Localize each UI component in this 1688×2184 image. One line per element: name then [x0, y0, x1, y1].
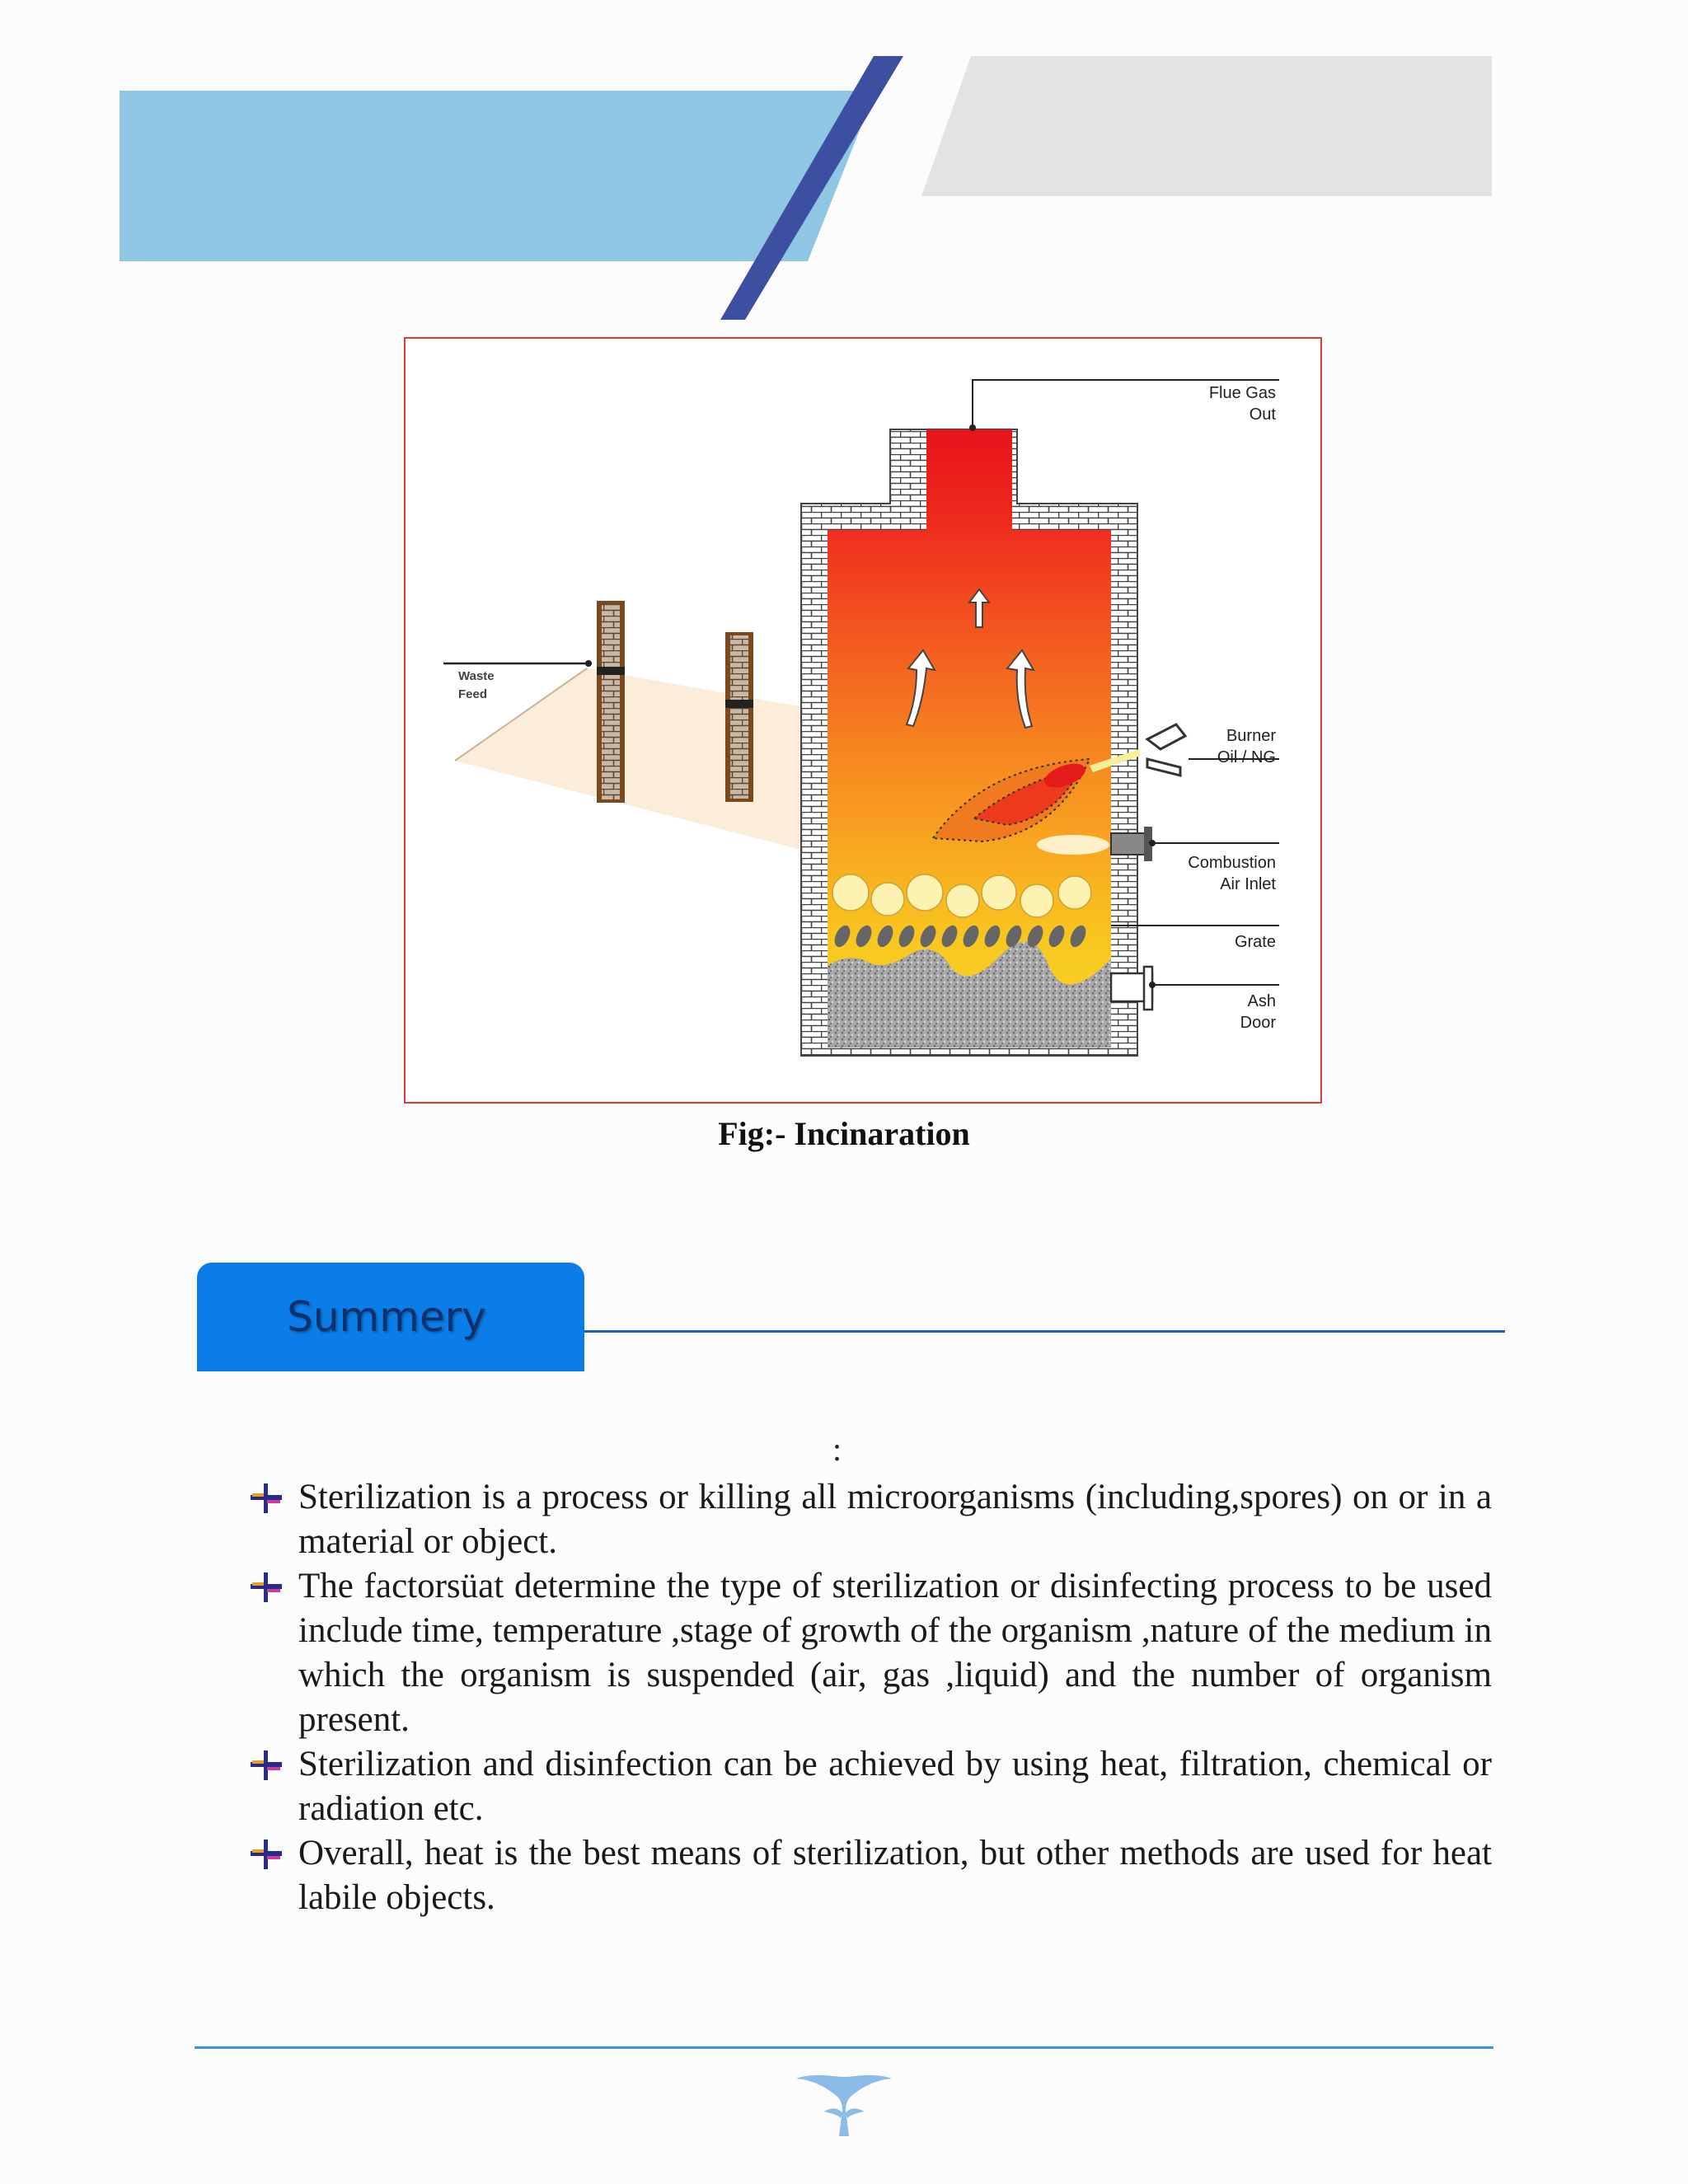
label-air-inlet: Air Inlet: [1220, 875, 1276, 893]
label-flue-gas: Flue Gas: [1208, 384, 1276, 402]
list-item: [247, 1564, 1492, 1742]
summary-heading-rule: [584, 1330, 1505, 1333]
label-ash: Ash: [1247, 992, 1276, 1010]
arrow-bullet-icon: [247, 1482, 284, 1515]
bullet-text: Sterilization and disinfection can be achieved by using heat, filtration, chemical or radiation etc.: [298, 1745, 1492, 1828]
label-feed: Feed: [458, 687, 488, 701]
arrow-bullet-icon: [247, 1571, 284, 1604]
label-grate: Grate: [1234, 933, 1276, 951]
label-burner-fuel: Oil / NG: [1217, 748, 1276, 766]
incinerator-diagram: [406, 339, 1320, 1102]
feed-door-2: [725, 632, 753, 802]
footer-rule: [195, 2046, 1493, 2049]
label-combustion: Combustion: [1188, 854, 1276, 872]
list-item: [247, 1831, 1492, 1920]
header-gray-band: [921, 56, 1492, 196]
summary-list: [247, 1475, 1492, 1920]
header-blue-band: [120, 91, 875, 261]
bullet-text: The factorsüat determine the type of sterilization or disinfecting process to be used include time, temperature ,stage of growth of the organism ,nature of the medium in which the organism is suspended (air, gas ,liquid) and the number of organism present.: [298, 1567, 1492, 1739]
arrow-bullet-icon: [247, 1749, 284, 1782]
incineration-figure: [404, 337, 1322, 1104]
label-flue-gas-out: Out: [1249, 405, 1276, 424]
label-burner: Burner: [1226, 727, 1276, 745]
label-waste: Waste: [458, 669, 495, 683]
burner-nozzle: [1147, 724, 1185, 776]
list-item: [247, 1742, 1492, 1831]
stray-colon: :: [832, 1431, 842, 1468]
summary-heading-tab: [197, 1263, 584, 1371]
label-door: Door: [1240, 1014, 1276, 1032]
waste-feed-tray: [455, 668, 818, 850]
arrow-bullet-icon: [247, 1838, 284, 1871]
header-banner: [0, 0, 1688, 330]
bullet-text: Sterilization is a process or killing all microorganisms (including,spores) on or in a material or object.: [298, 1478, 1492, 1561]
figure-caption: Fig:- Incinaration: [718, 1115, 970, 1152]
bullet-text: Overall, heat is the best means of sterilization, but other methods are used for heat labile objects.: [298, 1834, 1492, 1917]
summary-heading: Summery: [287, 1293, 486, 1341]
list-item: [247, 1475, 1492, 1564]
footer-logo-icon: [791, 2069, 897, 2138]
feed-door-1: [597, 601, 625, 803]
